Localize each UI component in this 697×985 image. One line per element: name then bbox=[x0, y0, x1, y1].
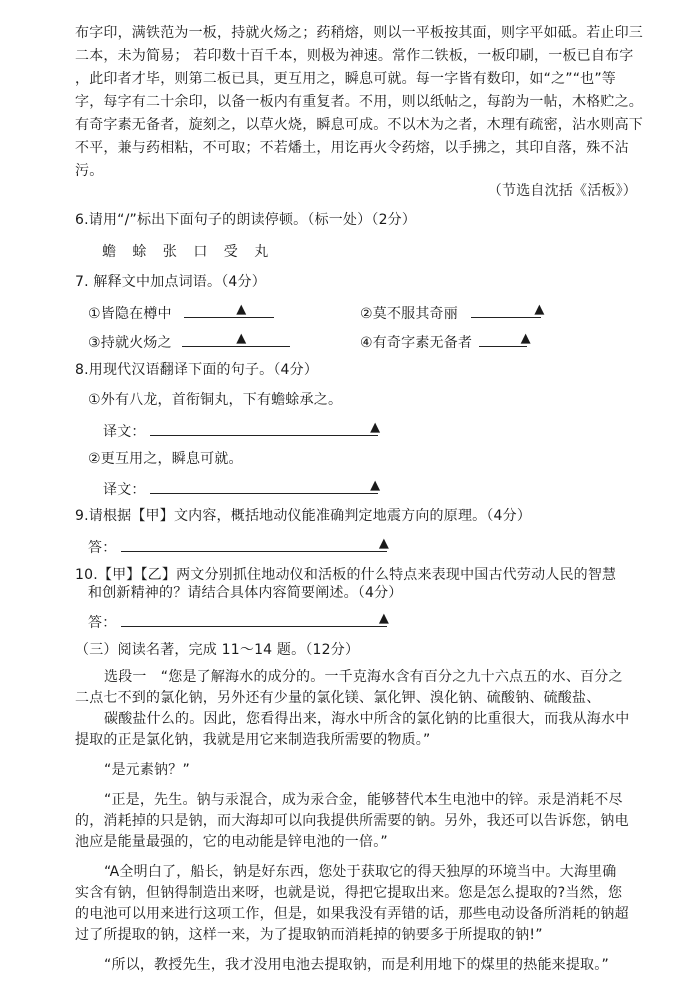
passage-line: 污。 bbox=[75, 163, 104, 179]
triangle-marker-icon: ▲ bbox=[236, 331, 247, 346]
answer-blank[interactable] bbox=[184, 303, 274, 318]
answer-blank[interactable] bbox=[479, 331, 531, 347]
triangle-marker-icon: ▲ bbox=[370, 420, 381, 435]
excerpt-dialogue: “是元素钠？” bbox=[104, 762, 190, 778]
question-9-title: 9.请根据【甲】文内容，概括地动仪能准确判定地震方向的原理。（4分） bbox=[75, 508, 532, 524]
answer-label: 译文： bbox=[103, 424, 146, 440]
question-7-item-2 bbox=[360, 302, 545, 324]
passage-line: 不平，兼与药相粘，不可取；不若燔土，用讫再火令药熔，以手拂之，其印自落，殊不沾 bbox=[75, 140, 629, 156]
question-8-sentence-1: ①外有八龙，首衔铜丸，下有蟾蜍承之。 bbox=[88, 392, 343, 408]
question-7-title: 7. 解释文中加点词语。（4分） bbox=[75, 274, 266, 290]
passage-source: （节选自沈括《活板》） bbox=[487, 183, 637, 199]
question-8-answer-2 bbox=[103, 478, 381, 500]
triangle-marker-icon: ▲ bbox=[370, 478, 381, 493]
question-7-item-4 bbox=[360, 331, 531, 353]
answer-blank[interactable] bbox=[150, 420, 381, 436]
item-label: ①皆隐在樽中 bbox=[88, 306, 172, 322]
triangle-marker-icon: ▲ bbox=[520, 331, 531, 346]
excerpt-1-line: 碳酸盐什么的。因此，您看得出来，海水中所含的氯化钠的比重很大，而我从海水中 bbox=[104, 711, 630, 727]
excerpt-dialogue-line: 过了所提取的钠，这样一来，为了提取钠而消耗掉的钠要多于所提取的钠!” bbox=[75, 927, 543, 943]
passage-line: 有奇字素无备者，旋刻之，以草火烧，瞬息可成。不以木为之者，木理有疏密，沾水则高下 bbox=[75, 117, 643, 133]
answer-blank[interactable] bbox=[182, 332, 290, 347]
question-6-title: 6.请用“/”标出下面句子的朗读停顿。（标一处）（2分） bbox=[75, 212, 417, 228]
answer-label: 答： bbox=[88, 615, 117, 631]
excerpt-dialogue-line: 的，消耗掉的只是钠，而大海却可以向我提供所需要的钠。另外，我还可以告诉您，钠电 bbox=[75, 813, 629, 829]
excerpt-dialogue-line: 的电池可以用来进行这项工作，但是，如果我没有弄错的话，那些电动设备所消耗的钠超 bbox=[75, 906, 629, 922]
section-3-title: （三）阅读名著，完成 11～14 题。（12分） bbox=[75, 642, 360, 658]
passage-line: 二本，未为简易； 若印数十百千本，则极为神速。常作二铁板，一板印刷，一板已自布字 bbox=[75, 48, 634, 64]
excerpt-dialogue-line: “A全明白了，船长，钠是好东西，您处于获取它的得天独厚的环境当中。大海里确 bbox=[104, 864, 617, 880]
answer-blank[interactable] bbox=[150, 478, 381, 494]
question-9-answer bbox=[88, 536, 390, 558]
question-6-sentence: 蟾 蜍 张 口 受 丸 bbox=[102, 244, 275, 260]
excerpt-1-line: 二点七不到的氯化钠，另外还有少量的氯化镁、氯化钾、溴化钠、硫酸钠、硫酸盐、 bbox=[75, 690, 601, 706]
question-8-title: 8.用现代汉语翻译下面的句子。（4分） bbox=[75, 362, 319, 378]
item-label: ③持就火炀之 bbox=[88, 335, 172, 351]
answer-label: 译文： bbox=[103, 482, 146, 498]
excerpt-dialogue: “所以，教授先生，我才没用电池去提取钠，而是利用地下的煤里的热能来提取。” bbox=[104, 957, 609, 973]
excerpt-1-line: 选段一 “您是了解海水的成分的。一千克海水含有百分之九十六点五的水、百分之 bbox=[104, 669, 623, 685]
answer-blank[interactable] bbox=[121, 536, 390, 552]
question-7-item-3 bbox=[88, 332, 290, 353]
passage-line: ，此印者才毕，则第二板已具，更互用之，瞬息可就。每一字皆有数印，如“之”“也”等 bbox=[75, 71, 617, 87]
question-10-title-line-2: 和创新精神的？请结合具体内容简要阐述。（4分） bbox=[88, 585, 403, 601]
item-label: ②莫不服其奇丽 bbox=[360, 306, 458, 322]
item-label: ④有奇字素无备者 bbox=[360, 335, 473, 351]
excerpt-1-line: 提取的正是氯化钠，我就是用它来制造我所需要的物质。” bbox=[75, 732, 431, 748]
triangle-marker-icon: ▲ bbox=[236, 302, 247, 317]
excerpt-dialogue-line: 池应是能量最强的，它的电动能是锌电池的一倍。” bbox=[75, 834, 388, 850]
answer-blank[interactable] bbox=[471, 302, 545, 318]
triangle-marker-icon: ▲ bbox=[534, 302, 545, 317]
question-10-title-line-1: 10.【甲】【乙】两文分别抓住地动仪和活板的什么特点来表现中国古代劳动人民的智慧 bbox=[75, 567, 617, 583]
passage-line: 字，每字有二十余印，以备一板内有重复者。不用，则以纸帖之，每韵为一帖，木格贮之。 bbox=[75, 94, 643, 110]
answer-blank[interactable] bbox=[121, 611, 390, 627]
excerpt-dialogue-line: 实含有钠，但钠得制造出来呀，也就是说，得把它提取出来。您是怎么提取的?当然，您 bbox=[75, 885, 623, 901]
triangle-marker-icon: ▲ bbox=[378, 536, 390, 551]
passage-line: 布字印，满铁范为一板，持就火炀之；药稍熔，则以一平板按其面，则字平如砥。若止印三 bbox=[75, 25, 643, 41]
answer-label: 答： bbox=[88, 540, 117, 556]
question-10-answer bbox=[88, 611, 390, 633]
question-8-sentence-2: ②更互用之，瞬息可就。 bbox=[88, 451, 243, 467]
triangle-marker-icon: ▲ bbox=[378, 611, 390, 626]
question-8-answer-1 bbox=[103, 420, 381, 442]
excerpt-dialogue-line: “正是，先生。钠与汞混合，成为汞合金，能够替代本生电池中的锌。汞是消耗不尽 bbox=[104, 792, 623, 808]
question-7-item-1 bbox=[88, 303, 274, 324]
